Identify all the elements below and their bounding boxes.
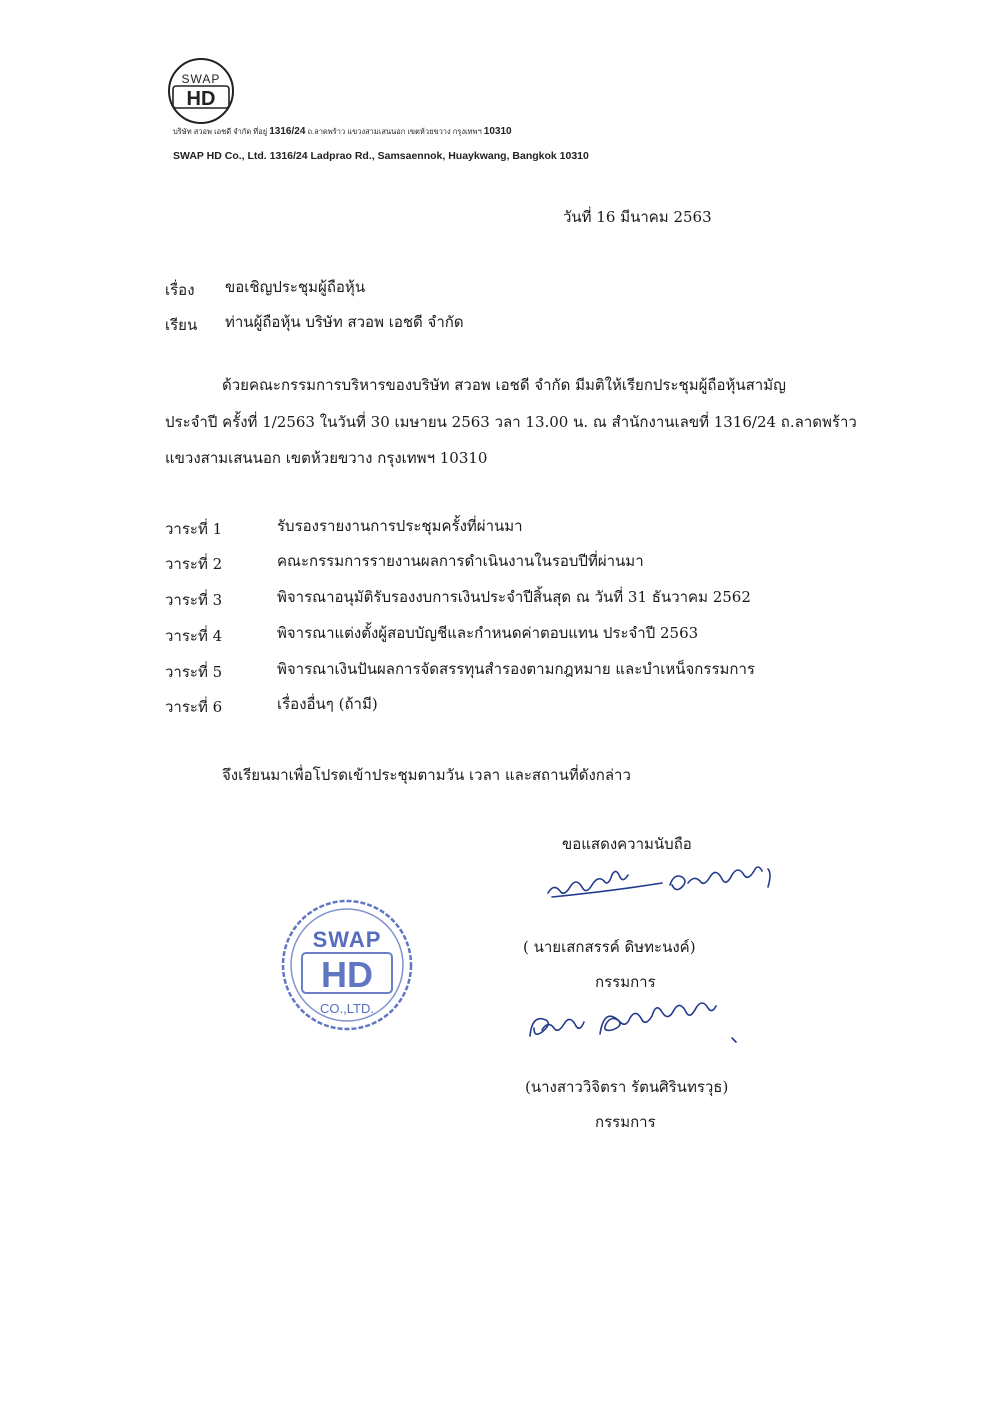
agenda-label: วาระที่ 3 — [165, 591, 223, 609]
body-line-2: ประจำปี ครั้งที่ 1/2563 ในวันที่ 30 เมษายน 2563 วลา 13.00 น. ณ สำนักงานเลขที่ 1316/24 ถ.ลาดพร้าว — [165, 413, 857, 431]
agenda-label: วาระที่ 1 — [165, 520, 223, 538]
closing-line: จึงเรียนมาเพื่อโปรดเข้าประชุมตามวัน เวลา และสถานที่ดังกล่าว — [222, 766, 631, 784]
subject-text: ขอเชิญประชุมผู้ถือหุ้น — [225, 278, 366, 296]
stamp-line-3: CO.,LTD. — [320, 1001, 374, 1016]
company-stamp — [272, 895, 422, 1035]
agenda-text: คณะกรรมการรายงานผลการดำเนินงานในรอบปีที่ผ่านมา — [277, 552, 644, 570]
body-line-1: ด้วยคณะกรรมการบริหารของบริษัท สวอพ เอชดี จำกัด มีมติให้เรียกประชุมผู้ถือหุ้นสามัญ — [222, 376, 786, 394]
address-th-postcode: 10310 — [483, 126, 512, 137]
stamp-line-2: HD — [321, 954, 373, 995]
signature-1-image — [540, 855, 790, 905]
agenda-label: วาระที่ 2 — [165, 555, 223, 573]
address-thai — [173, 126, 512, 138]
regards-text: ขอแสดงความนับถือ — [562, 835, 692, 853]
signer-2-name: (นางสาววิจิตรา รัตนศิรินทรวุธ) — [525, 1078, 729, 1096]
signer-1-title: กรรมการ — [595, 973, 656, 991]
agenda-text: พิจารณาอนุมัติรับรองงบการเงินประจำปีสิ้นสุด ณ วันที่ 31 ธันวาคม 2562 — [277, 588, 751, 606]
subject-label: เรื่อง — [165, 281, 195, 299]
letter-date: วันที่ 16 มีนาคม 2563 — [563, 208, 712, 226]
agenda-label: วาระที่ 4 — [165, 627, 223, 645]
signature-2-image — [520, 1000, 770, 1050]
agenda-text: รับรองรายงานการประชุมครั้งที่ผ่านมา — [277, 517, 523, 535]
agenda-label: วาระที่ 5 — [165, 663, 223, 681]
address-th-middle: ถ.ลาดพร้าว แขวงสามเสนนอก เขตห้วยขวาง กรุงเทพฯ — [307, 127, 482, 136]
to-label: เรียน — [165, 316, 198, 334]
signer-2-title: กรรมการ — [595, 1113, 656, 1131]
agenda-text: พิจารณาเงินปันผลการจัดสรรทุนสำรองตามกฎหมาย และบำเหน็จกรรมการ — [277, 660, 755, 678]
address-th-prefix: บริษัท สวอพ เอชดี จำกัด ที่อยู่ — [173, 127, 268, 136]
stamp-line-1: SWAP — [312, 927, 382, 952]
logo-text-main: HD — [186, 88, 216, 110]
logo-text-top: SWAP — [181, 72, 221, 86]
address-th-number: 1316/24 — [269, 126, 306, 137]
address-english: SWAP HD Co., Ltd. 1316/24 Ladprao Rd., Samsaennok, Huaykwang, Bangkok 10310 — [173, 150, 589, 162]
body-line-3: แขวงสามเสนนอก เขตห้วยขวาง กรุงเทพฯ 10310 — [165, 449, 488, 467]
company-logo — [163, 55, 241, 125]
agenda-label: วาระที่ 6 — [165, 698, 223, 716]
to-text: ท่านผู้ถือหุ้น บริษัท สวอพ เอชดี จำกัด — [225, 313, 464, 331]
agenda-text: เรื่องอื่นๆ (ถ้ามี) — [277, 695, 378, 713]
agenda-text: พิจารณาแต่งตั้งผู้สอบบัญชีและกำหนดค่าตอบแทน ประจำปี 2563 — [277, 624, 699, 642]
signer-1-name: ( นายเสกสรรค์ ดิษทะนงค์) — [523, 938, 696, 956]
